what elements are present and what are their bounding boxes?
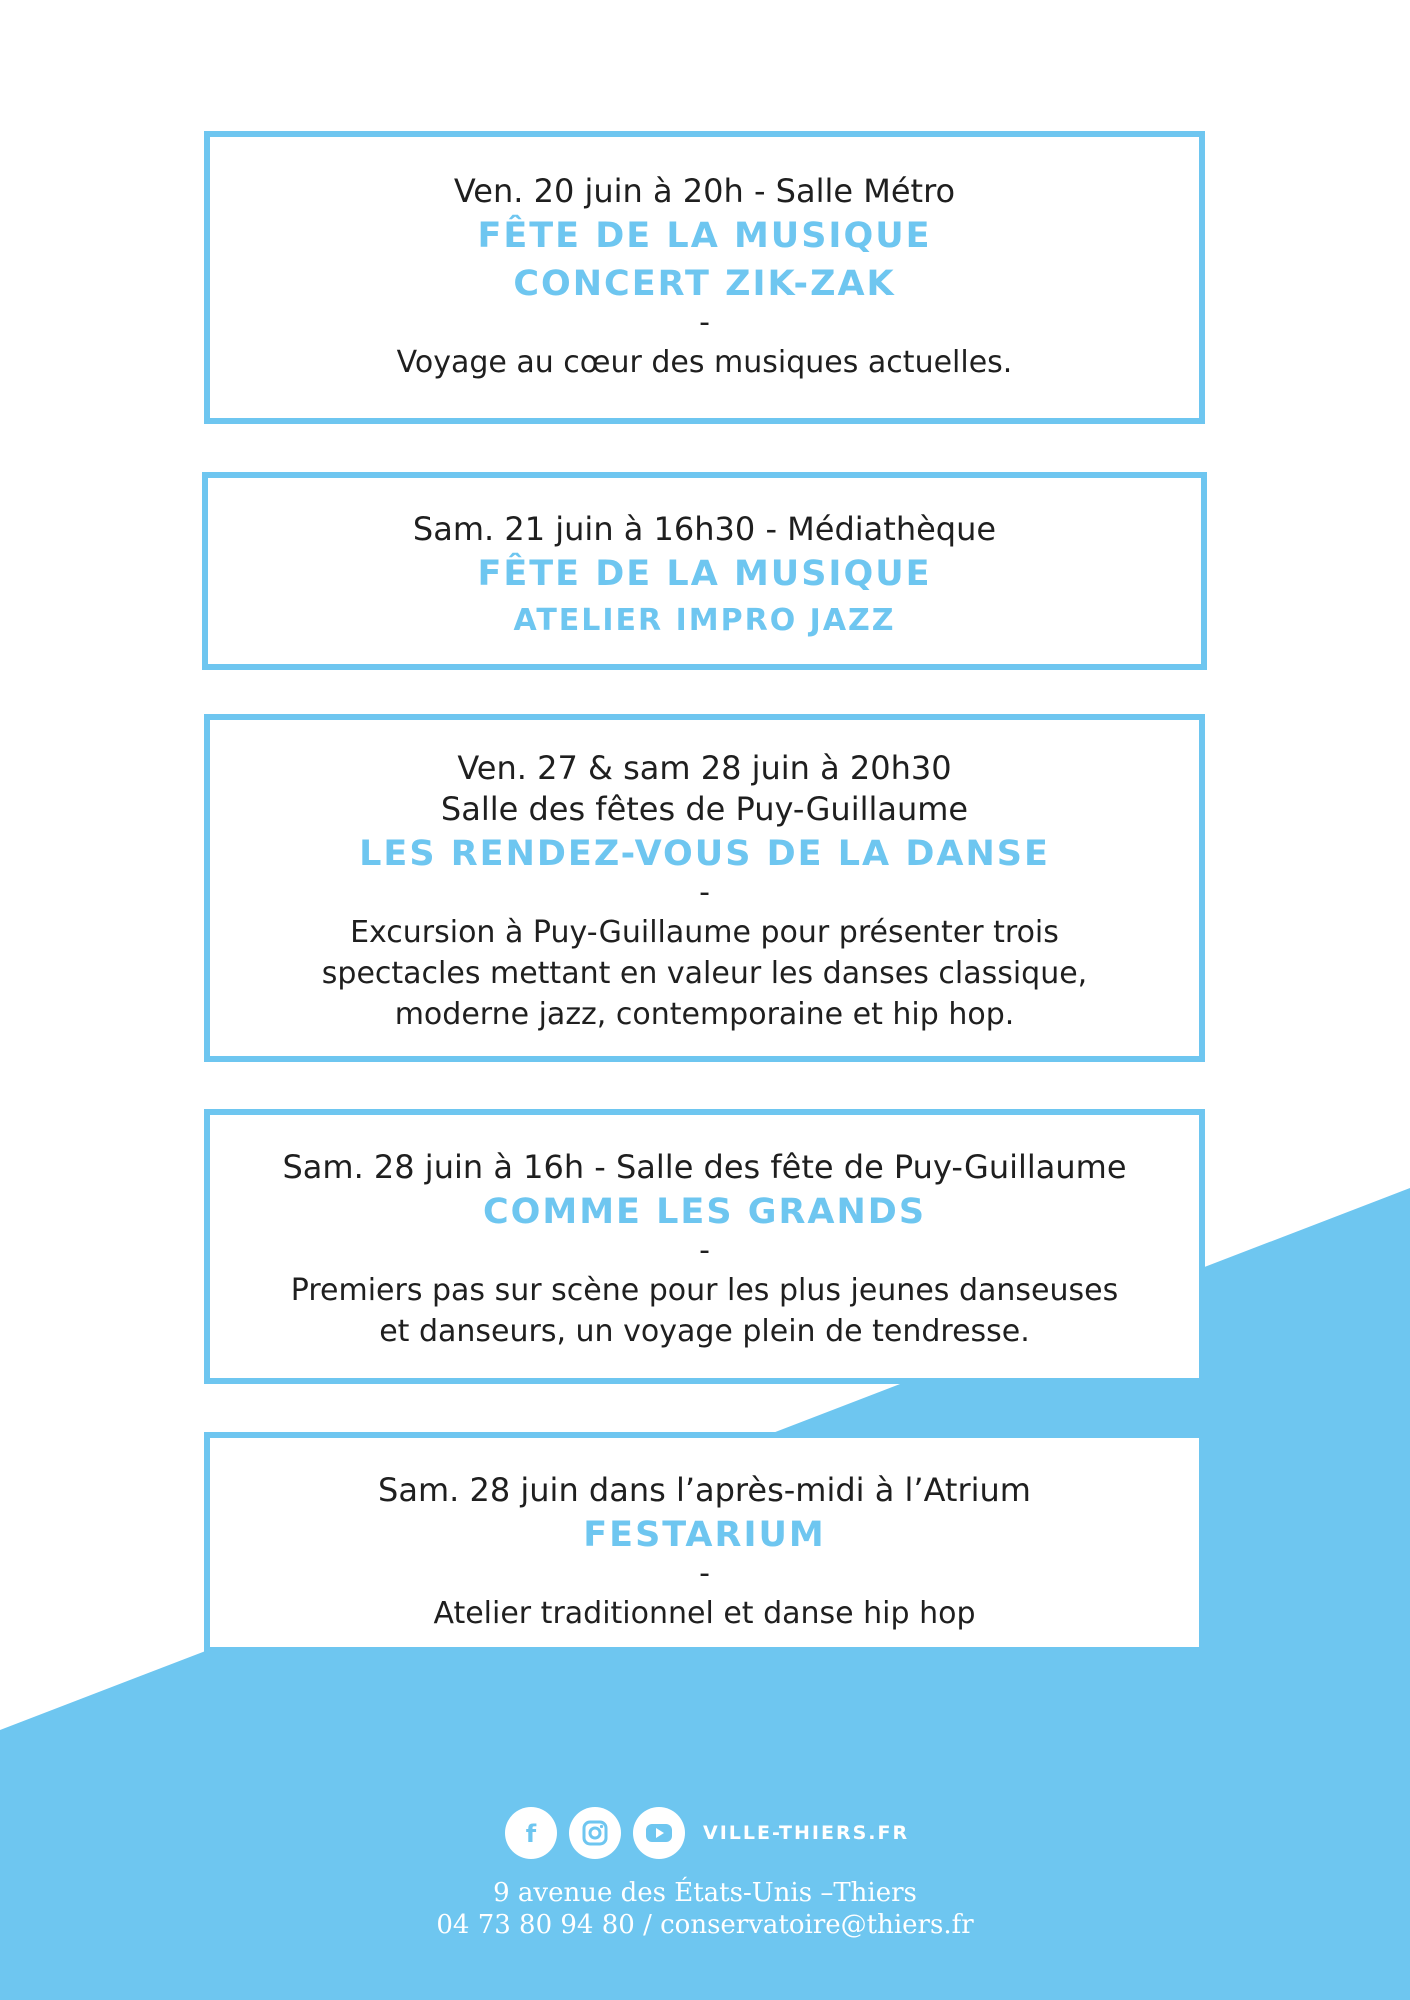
footer-contact: 04 73 80 94 80 / conservatoire@thiers.fr — [436, 1910, 974, 1940]
event-description-line: spectacles mettant en valeur les danses classique, — [321, 956, 1088, 991]
instagram-icon[interactable] — [569, 1807, 621, 1859]
event-title: FÊTE DE LA MUSIQUE — [477, 554, 932, 594]
event-date-venue: Sam. 28 juin dans l’après-midi à l’Atrium — [378, 1471, 1031, 1509]
svg-text:f: f — [525, 1820, 537, 1848]
event-separator: - — [699, 1233, 710, 1268]
facebook-icon[interactable] — [505, 1807, 557, 1859]
event-card-3 — [204, 714, 1205, 1062]
youtube-icon[interactable] — [633, 1807, 685, 1859]
event-subtitle: ATELIER IMPRO JAZZ — [513, 603, 896, 638]
event-description-line: moderne jazz, contemporaine et hip hop. — [394, 997, 1015, 1032]
event-title: FESTARIUM — [583, 1515, 826, 1555]
social-links — [505, 1805, 909, 1861]
event-date: Ven. 27 & sam 28 juin à 20h30 — [457, 749, 952, 787]
event-separator: - — [699, 875, 710, 910]
event-description-line: et danseurs, un voyage plein de tendresse. — [379, 1314, 1030, 1349]
event-title: LES RENDEZ-VOUS DE LA DANSE — [359, 834, 1050, 874]
website-link[interactable]: VILLE-THIERS.FR — [703, 1822, 910, 1844]
event-card-1 — [204, 131, 1205, 424]
event-subtitle: CONCERT ZIK-ZAK — [513, 264, 896, 304]
event-date-venue: Ven. 20 juin à 20h - Salle Métro — [453, 172, 956, 210]
event-venue: Salle des fêtes de Puy-Guillaume — [440, 790, 969, 828]
event-description-line: Premiers pas sur scène pour les plus jeunes danseuses — [290, 1273, 1119, 1308]
event-description: Atelier traditionnel et danse hip hop — [433, 1596, 976, 1631]
event-date-venue: Sam. 28 juin à 16h - Salle des fête de Puy-Guillaume — [282, 1148, 1127, 1186]
event-card-4 — [204, 1109, 1205, 1384]
event-date-venue: Sam. 21 juin à 16h30 - Médiathèque — [412, 510, 997, 548]
event-card-2 — [202, 472, 1207, 670]
event-description-line: Excursion à Puy-Guillaume pour présenter trois — [350, 915, 1059, 950]
event-separator: - — [699, 305, 710, 340]
event-description: Voyage au cœur des musiques actuelles. — [396, 345, 1013, 380]
footer-address: 9 avenue des États-Unis –Thiers — [493, 1878, 917, 1908]
event-card-5 — [204, 1432, 1205, 1653]
event-title: COMME LES GRANDS — [482, 1192, 927, 1232]
event-title: FÊTE DE LA MUSIQUE — [477, 216, 932, 256]
event-separator: - — [699, 1556, 710, 1591]
